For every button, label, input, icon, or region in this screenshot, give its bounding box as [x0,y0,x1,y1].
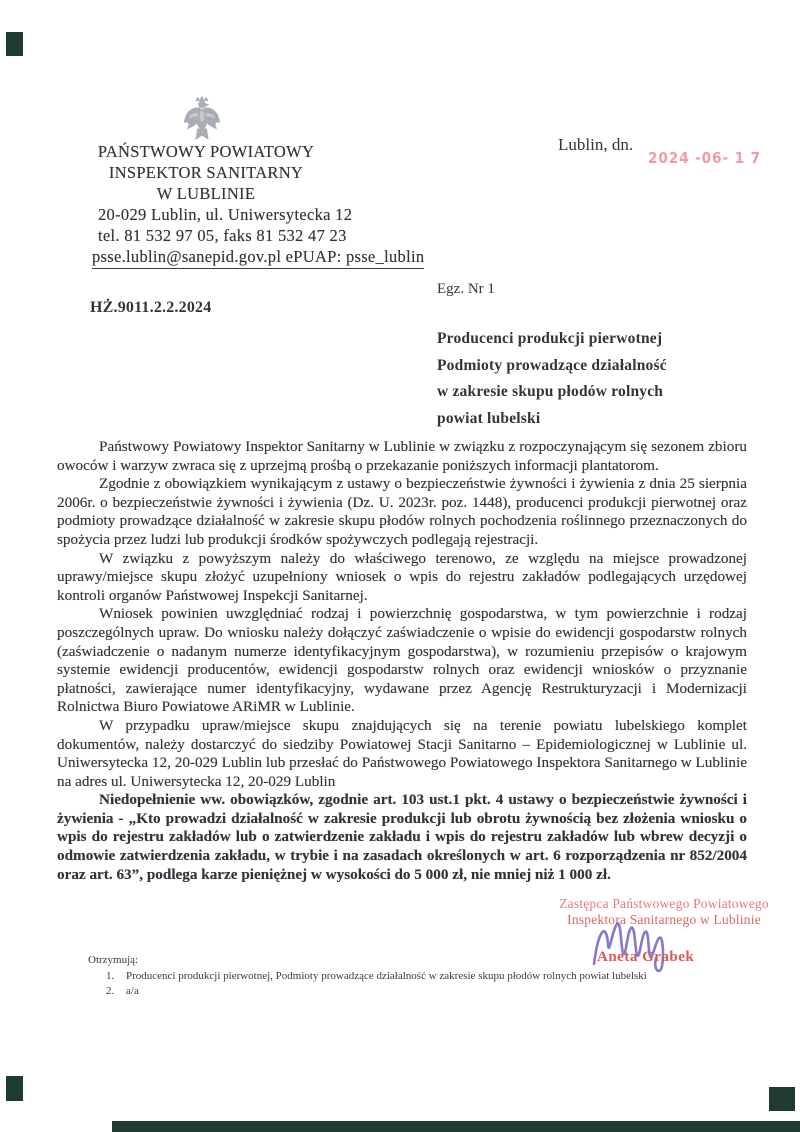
signer-name: Aneta Grabek [597,949,695,965]
addressee-line: w zakresie skupu płodów rolnych [437,383,664,400]
addressee-line: powiat lubelski [437,409,541,427]
org-name-line3: W LUBLINIE [156,184,256,203]
letter-body [57,438,747,884]
distribution-item: 1. Producenci produkcji pierwotnej, Podmioty prowadzące działalność w zakresie skupu płodów rolnych powiat lubelski [106,969,647,982]
org-phone-fax: tel. 81 532 97 05, faks 81 532 47 23 [98,226,347,245]
body-paragraph: Państwowy Powiatowy Inspektor Sanitarny w Lublinie w związku z rozpoczynającym się sezonem zbioru owoców i warzyw zwraca się z uprzejmą prośbą o przekazanie poniższych informacji plantatorom. [57,438,747,474]
addressee-line: Producenci produkcji pierwotnej [437,330,663,347]
body-paragraph: W przypadku upraw/miejsce skupu znajdujących się na terenie powiatu lubelskiego komplet dokumentów, należy dostarczyć do siedziby Powiatowej Stacji Sanitarno – Epidemiologicznej w Lublinie ul. Uniwersytecka 12, 20-029 Lublin lub przesłać do Państwowego Powiatowego Inspektora Sanitarnego w Lublinie na adres ul. Uniwersytecka 12, 20-029 Lublin [57,716,747,790]
polish-eagle-icon [183,95,221,143]
stamp-title-line1: Zastępca Państwowego Powiatowego [559,896,769,911]
addressee-block [437,326,667,432]
distribution-label: Otrzymują: [88,954,139,966]
scan-artifact-bottom-bar [112,1121,800,1132]
body-paragraph-penalty: Niedopełnienie ww. obowiązków, zgodnie art. 103 ust.1 pkt. 4 ustawy o bezpieczeństwie żywności i żywienia - „Kto prowadzi działalność w zakresie produkcji lub obrotu żywnością bez złożenia wniosku o wpis do rejestru zakładów lub o zatwierdzenie zakładu i wpis do rejestru zakładów lub wbrew decyzji o odmowie zatwierdzenia zakładu, w trybie i na zasadach określonych w art. 6 rozporządzenia nr 852/2004 oraz art. 63”, podlega karze pieniężnej w wysokości do 5 000 zł, nie mniej niż 1 000 zł. [57,791,747,883]
addressee-line: Podmioty prowadzące działalność [437,356,667,374]
stamp-title-line2: Inspektora Sanitarnego w Lublinie [567,911,761,927]
org-name-line2: INSPEKTOR SANITARNY [108,163,304,182]
body-paragraph: Wniosek powinien uwzględniać rodzaj i powierzchnię gospodarstwa, w tym powierzchnie i rodzaj poszczególnych upraw. Do wniosku należy dołączyć zaświadczenie o wpisie do ewidencji gospodarstw rolnych (zaświadczenie o nadanym numerze identyfikacyjnym gospodarstwa), w rozumieniu przepisów o krajowym systemie ewidencji producentów, ewidencji gospodarstw rolnych oraz ewidencji wniosków o przyznanie płatności, zawierające numer identyfikacyjny, wydawane przez Agencję Restrukturyzacji i Modernizacji Rolnictwa Biuro Powiatowe ARiMR w Lublinie. [57,605,747,716]
distribution-item: 2. a/a [106,985,139,997]
body-paragraph: Zgodnie z obowiązkiem wynikającym z ustawy o bezpieczeństwie żywności i żywienia z dnia 25 sierpnia 2006r. o bezpieczeństwie żywności i żywienia (Dz. U. 2023r. poz. 1448), producenci produkcji pierwotnej oraz podmioty prowadzące działalność w zakresie skupu płodów rolnych pochodzenia roślinnego przeznaczonych do spożycia przez ludzi lub produkcji środków spożywczych podlegają rejestracji. [57,475,747,548]
copy-number: Egz. Nr 1 [437,281,495,297]
org-email-epuap: psse.lublin@sanepid.gov.pl ePUAP: psse_lublin [92,246,424,269]
date-stamp: 2024 -06- 1 7 [648,149,761,167]
letterhead [60,141,425,269]
scan-artifact-top-left [6,32,23,56]
body-paragraph: W związku z powyższym należy do właściwego terenowo, ze względu na miejsce prowadzonej uprawy/miejsce skupu złożyć uzupełniony wniosek o wpis do rejestru zakładów podlegających urzędowej kontroli organów Państwowej Inspekcji Sanitarnej. [57,549,747,604]
org-address: 20-029 Lublin, ul. Uniwersytecka 12 [98,205,353,224]
scan-artifact-bottom-right [769,1087,795,1111]
distribution-list [88,953,647,1000]
org-name-line1: PAŃSTWOWY POWIATOWY [97,142,315,161]
scan-artifact-bottom-left [6,1076,23,1101]
place-date-label: Lublin, dn. [558,135,634,154]
case-number: HŻ.9011.2.2.2024 [90,299,212,316]
